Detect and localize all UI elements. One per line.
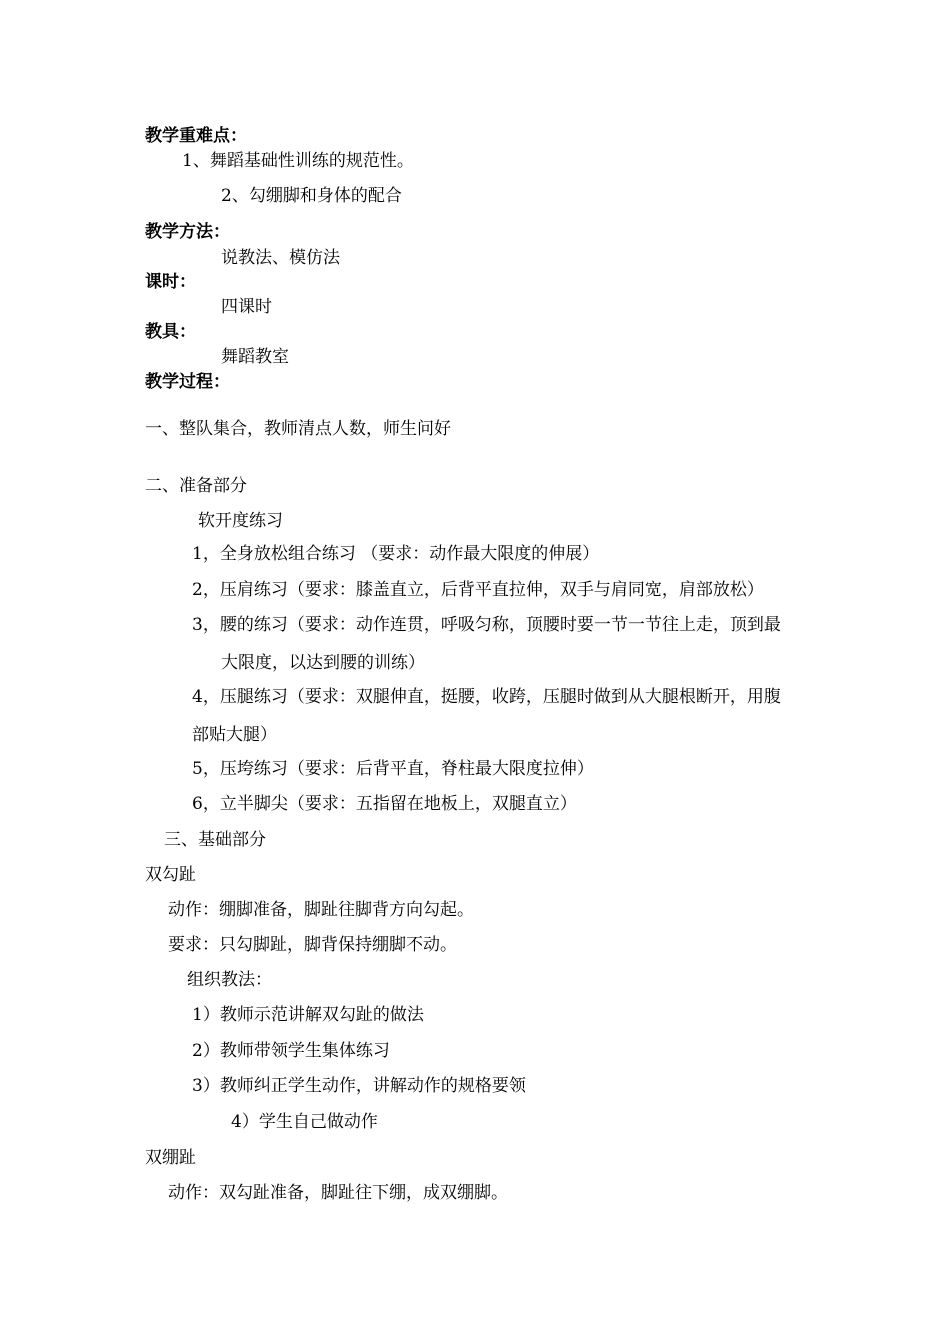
- stretch-item-3-line2: 大限度，以达到腰的训练）: [221, 653, 425, 673]
- hours-text: 四课时: [221, 297, 272, 317]
- stretch-item-1: 1，全身放松组合练习 （要求：动作最大限度的伸展）: [192, 544, 600, 564]
- heading-key-points: 教学重难点：: [145, 126, 247, 146]
- methods-text: 说教法、模仿法: [221, 248, 340, 268]
- section-1: 一、整队集合，教师清点人数，师生问好: [145, 419, 451, 439]
- stretch-item-6: 6，立半脚尖（要求：五指留在地板上，双腿直立）: [192, 794, 577, 814]
- stretch-item-5: 5，压垮练习（要求：后背平直，脊柱最大限度拉伸）: [192, 759, 594, 779]
- key-point-2: 2、勾绷脚和身体的配合: [221, 186, 402, 206]
- stretch-item-4-line2: 部贴大腿）: [192, 725, 277, 745]
- stretch-item-4-line1: 4，压腿练习（要求：双腿伸直，挺腰，收跨，压腿时做到从大腿根断开，用腹: [192, 687, 781, 707]
- org-step-1: 1）教师示范讲解双勾趾的做法: [192, 1005, 424, 1025]
- heading-hours: 课时：: [145, 272, 196, 292]
- heading-methods: 教学方法：: [145, 222, 230, 242]
- section-3: 三、基础部分: [164, 830, 266, 850]
- stretch-item-2: 2，压肩练习（要求：膝盖直立，后背平直拉伸，双手与肩同宽，肩部放松）: [192, 580, 764, 600]
- stretch-item-3-line1: 3，腰的练习（要求：动作连贯，呼吸匀称，顶腰时要一节一节往上走，顶到最: [192, 615, 781, 635]
- technique-1-org-heading: 组织教法：: [187, 970, 272, 990]
- technique-1-title: 双勾趾: [145, 865, 196, 885]
- heading-process: 教学过程：: [145, 372, 230, 392]
- org-step-3: 3）教师纠正学生动作，讲解动作的规格要领: [192, 1076, 526, 1096]
- section-2-subtitle: 软开度练习: [198, 511, 283, 531]
- section-2: 二、准备部分: [145, 476, 247, 496]
- org-step-2: 2）教师带领学生集体练习: [192, 1041, 390, 1061]
- heading-tools: 教具：: [145, 322, 196, 342]
- technique-1-requirement: 要求：只勾脚趾，脚背保持绷脚不动。: [168, 935, 457, 955]
- technique-2-action: 动作：双勾趾准备，脚趾往下绷，成双绷脚。: [168, 1183, 508, 1203]
- tools-text: 舞蹈教室: [221, 347, 289, 367]
- technique-2-title: 双绷趾: [145, 1148, 196, 1168]
- key-point-1: 1、舞蹈基础性训练的规范性。: [182, 151, 414, 171]
- technique-1-action: 动作：绷脚准备，脚趾往脚背方向勾起。: [168, 900, 474, 920]
- org-step-4: 4）学生自己做动作: [231, 1112, 378, 1132]
